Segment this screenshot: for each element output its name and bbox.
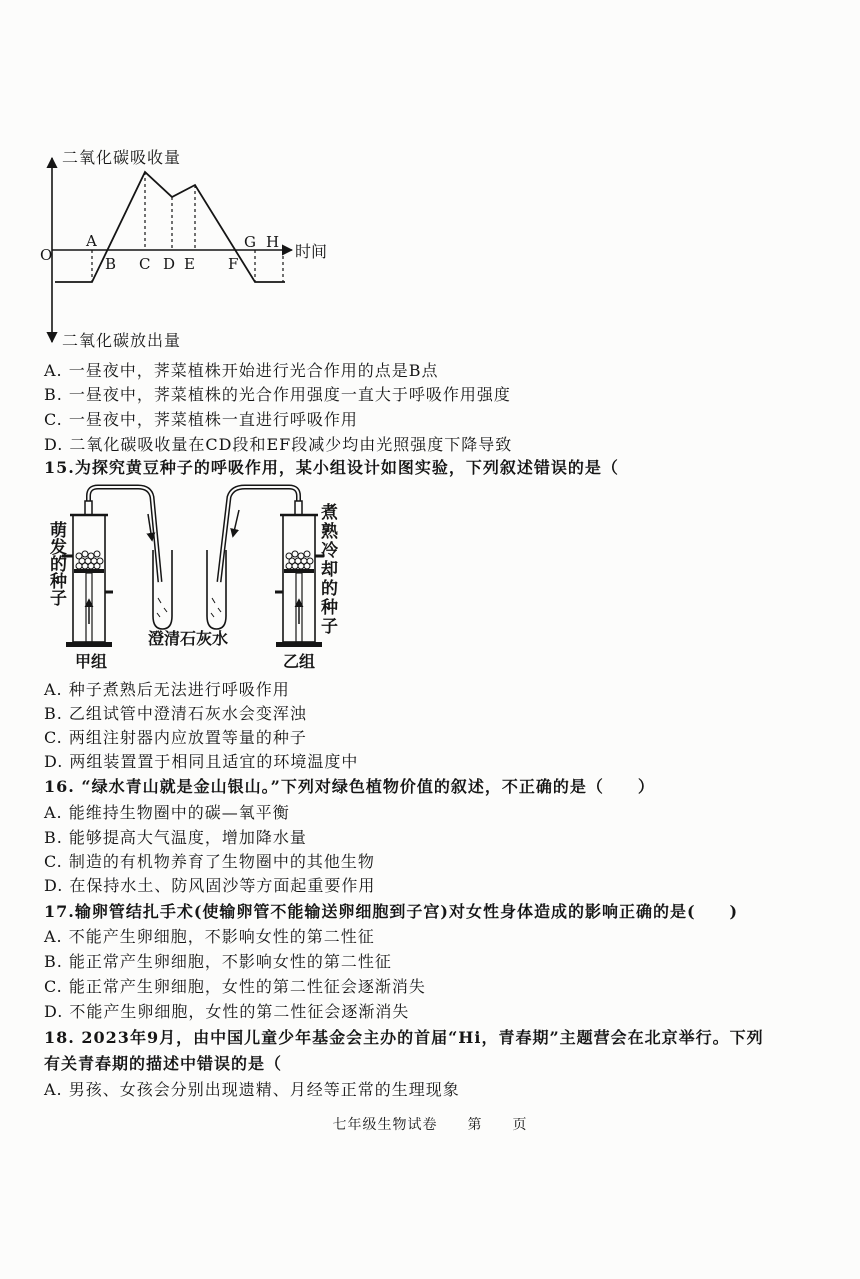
group-b-label: 乙组: [283, 652, 316, 671]
seed: [304, 563, 310, 569]
point-label-g: G: [244, 233, 256, 251]
q16-option-d: D. 在保持水土、防风固沙等方面起重要作用: [44, 876, 376, 895]
y-up-label: 二氧化碳吸收量: [62, 148, 182, 167]
q15-option-d: D. 两组装置置于相同且适宜的环境温度中: [44, 752, 359, 771]
seed: [286, 563, 292, 569]
point-label-f: F: [228, 255, 239, 273]
left-liquid-mark: [158, 598, 161, 603]
q15-option-b: B. 乙组试管中澄清石灰水会变浑浊: [44, 704, 307, 723]
q18-option-a: A. 男孩、女孩会分别出现遗精、月经等正常的生理现象: [44, 1080, 460, 1099]
point-label-e: E: [184, 255, 195, 273]
q14-option-c: C. 一昼夜中，荠菜植株一直进行呼吸作用: [44, 410, 358, 429]
right-liquid-mark: [211, 613, 214, 617]
seed: [304, 551, 310, 557]
right-syringe-nozzle: [295, 501, 302, 515]
q16-option-b: B. 能够提高大气温度，增加降水量: [44, 828, 307, 847]
seed: [82, 551, 88, 557]
left-syringe: [62, 501, 113, 647]
origin-label: O: [40, 246, 53, 264]
seed: [292, 563, 298, 569]
seed: [76, 563, 82, 569]
right-liquid-mark: [218, 608, 221, 612]
left-syringe-nozzle: [85, 501, 92, 515]
q17-option-c: C. 能正常产生卵细胞，女性的第二性征会逐渐消失: [44, 977, 426, 996]
left-liquid-mark: [164, 608, 167, 612]
right-syringe: [275, 501, 323, 647]
left-flow-arrow: [148, 514, 152, 540]
point-label-a: A: [86, 232, 97, 250]
q18-stem-line2: 有关青春期的描述中错误的是（: [44, 1054, 283, 1073]
q14-option-b: B. 一昼夜中，荠菜植株的光合作用强度一直大于呼吸作用强度: [44, 385, 511, 404]
seed: [292, 551, 298, 557]
q14-option-d: D. 二氧化碳吸收量在CD段和EF段减少均由光照强度下降导致: [44, 435, 513, 454]
q17-option-a: A. 不能产生卵细胞，不影响女性的第二性征: [44, 927, 375, 946]
q15-stem: 15.为探究黄豆种子的呼吸作用，某小组设计如图实验，下列叙述错误的是（: [44, 458, 619, 477]
left-liquid-mark: [157, 613, 160, 617]
right-flow-arrow: [233, 510, 239, 536]
seed: [94, 551, 100, 557]
point-label-h: H: [266, 233, 280, 251]
q18-stem-line1: 18. 2023年9月，由中国儿童少年基金会主办的首届“Hi，青春期”主题营会在北京举行。下列: [44, 1028, 764, 1047]
co2-curve-figure: [30, 140, 340, 355]
right-syringe-base: [276, 642, 322, 647]
x-axis-label: 时间: [295, 242, 328, 261]
seed: [94, 563, 100, 569]
limewater-label: 澄清石灰水: [148, 629, 229, 648]
left-seeds: [76, 551, 103, 569]
group-a-label: 甲组: [75, 652, 108, 671]
point-label-d: D: [163, 255, 176, 273]
q16-option-a: A. 能维持生物圈中的碳—氧平衡: [44, 803, 290, 822]
point-label-c: C: [139, 255, 151, 273]
boiled-seeds-label: 煮熟冷却的种子: [317, 503, 337, 636]
seed: [298, 563, 304, 569]
right-seeds: [286, 551, 313, 569]
q15-option-c: C. 两组注射器内应放置等量的种子: [44, 728, 307, 747]
q17-stem: 17.输卵管结扎手术(使输卵管不能输送卵细胞到子宫)对女性身体造成的影响正确的是( ): [44, 902, 739, 921]
q17-option-b: B. 能正常产生卵细胞，不影响女性的第二性征: [44, 952, 392, 971]
seed: [82, 563, 88, 569]
q16-stem: 16. “绿水青山就是金山银山。”下列对绿色植物价值的叙述，不正确的是（ ）: [44, 777, 655, 796]
q15-option-a: A. 种子煮熟后无法进行呼吸作用: [44, 680, 290, 699]
q16-option-c: C. 制造的有机物养育了生物圈中的其他生物: [44, 852, 375, 871]
germinating-seeds-label: 萌发的种子: [46, 521, 66, 606]
page-footer: 七年级生物试卷 第 页: [332, 1117, 528, 1133]
seed: [88, 563, 94, 569]
q14-option-a: A. 一昼夜中，荠菜植株开始进行光合作用的点是B点: [44, 361, 439, 380]
right-liquid-mark: [212, 598, 215, 603]
q17-option-d: D. 不能产生卵细胞，女性的第二性征会逐渐消失: [44, 1002, 410, 1021]
y-down-label: 二氧化碳放出量: [62, 331, 182, 350]
point-label-b: B: [105, 255, 117, 273]
left-syringe-base: [66, 642, 112, 647]
